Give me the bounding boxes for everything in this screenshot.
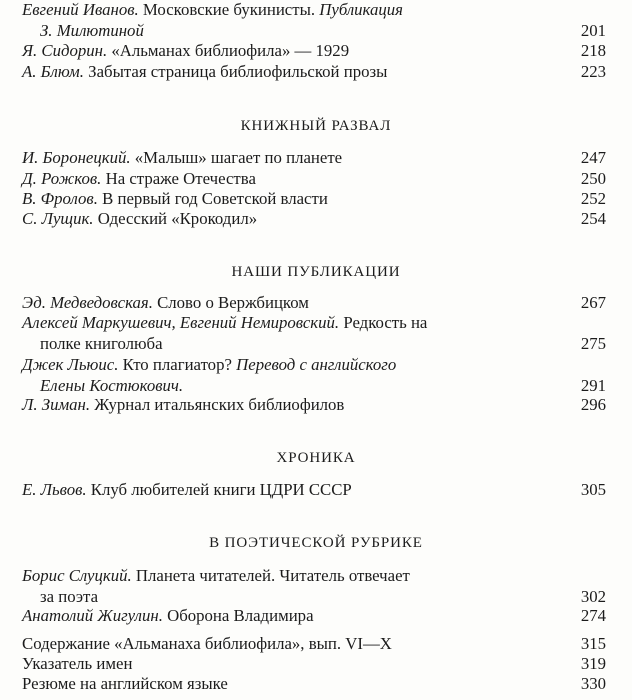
entry-author: В. Фролов. xyxy=(22,189,98,208)
entry-title: Кто плагиатор? xyxy=(122,355,232,374)
entry-page-number: 252 xyxy=(580,189,606,208)
toc-entry xyxy=(0,634,632,655)
entry-page-number: 250 xyxy=(580,169,606,188)
entry-page-number: 315 xyxy=(580,634,606,653)
entry-author: Анатолий Жигулин. xyxy=(22,606,163,625)
entry-author: Эд. Медведовская. xyxy=(22,293,153,312)
toc-entry xyxy=(0,189,632,210)
toc-entry xyxy=(0,148,632,169)
entry-title: Редкость на xyxy=(343,313,428,332)
toc-entry xyxy=(0,293,632,314)
section-heading: В ПОЭТИЧЕСКОЙ РУБРИКЕ xyxy=(209,535,423,551)
toc-entry xyxy=(0,480,632,501)
entry-title: На страже Отечества xyxy=(105,169,256,188)
entry-title: Журнал итальянских библиофилов xyxy=(94,395,345,414)
entry-page-number: 254 xyxy=(580,209,606,228)
toc-entry xyxy=(0,674,632,695)
entry-note: Публикация xyxy=(319,0,403,19)
entry-page-number: 291 xyxy=(580,375,606,395)
entry-title: Слово о Вержбицком xyxy=(157,293,309,312)
toc-entry xyxy=(0,654,632,675)
entry-author: Е. Львов. xyxy=(22,480,87,499)
entry-author: Борис Слуцкий. xyxy=(22,566,132,585)
toc-entry xyxy=(0,606,632,627)
entry-title: «Альманах библиофила» — 1929 xyxy=(111,41,350,60)
entry-page-number: 275 xyxy=(580,333,606,353)
entry-title: Указатель имен xyxy=(22,654,133,673)
entry-title: Одесский «Крокодил» xyxy=(97,209,258,228)
entry-page-number: 319 xyxy=(580,654,606,673)
entry-page-number: 218 xyxy=(580,41,606,60)
entry-author: Алексей Маркушевич, Евгений Немировский. xyxy=(22,313,340,332)
entry-page-number: 305 xyxy=(580,480,606,499)
toc-entry xyxy=(0,41,632,62)
entry-title: Планета читателей. Читатель отвечает xyxy=(135,566,410,585)
toc-entry xyxy=(0,0,632,41)
entry-page-number: 201 xyxy=(580,20,606,40)
entry-author: Л. Зиман. xyxy=(22,395,91,414)
entry-author: А. Блюм. xyxy=(22,62,84,81)
entry-page-number: 267 xyxy=(580,293,606,312)
entry-title: Резюме на английском языке xyxy=(22,674,228,693)
entry-page-number: 223 xyxy=(580,62,606,81)
entry-note-continuation: З. Милютиной xyxy=(40,20,144,40)
entry-page-number: 296 xyxy=(580,395,606,414)
toc-entry xyxy=(0,566,632,607)
entry-title: Забытая страница библиофильской прозы xyxy=(88,62,388,81)
section-heading: ХРОНИКА xyxy=(276,450,356,466)
entry-author: Евгений Иванов. xyxy=(22,0,139,19)
toc-entry xyxy=(0,209,632,230)
toc-entry xyxy=(0,62,632,83)
entry-title: «Малыш» шагает по планете xyxy=(134,148,343,167)
entry-author: Джек Льюис. xyxy=(22,355,119,374)
entry-note-continuation: Елены Костюкович. xyxy=(40,375,184,395)
toc-entry xyxy=(0,395,632,416)
entry-title: Московские букинисты. xyxy=(142,0,316,19)
entry-note: Перевод с английского xyxy=(236,355,397,374)
entry-title-continuation: полке книголюба xyxy=(40,333,163,353)
entry-title: Оборона Владимира xyxy=(167,606,314,625)
entry-page-number: 274 xyxy=(580,606,606,625)
entry-author: С. Лущик. xyxy=(22,209,94,228)
section-heading: НАШИ ПУБЛИКАЦИИ xyxy=(231,264,401,280)
entry-title: Содержание «Альманаха библиофила», вып. VI—X xyxy=(22,634,392,653)
entry-title: Клуб любителей книги ЦДРИ СССР xyxy=(90,480,352,499)
section-heading: КНИЖНЫЙ РАЗВАЛ xyxy=(240,118,392,134)
entry-author: Я. Сидорин. xyxy=(22,41,108,60)
entry-title: В первый год Советской власти xyxy=(102,189,328,208)
entry-author: Д. Рожков. xyxy=(22,169,102,188)
toc-entry xyxy=(0,313,632,354)
entry-title-continuation: за поэта xyxy=(40,586,99,606)
toc-entry xyxy=(0,169,632,190)
entry-page-number: 247 xyxy=(580,148,606,167)
toc-entry xyxy=(0,355,632,396)
entry-author: И. Боронецкий. xyxy=(22,148,131,167)
toc-entry-text xyxy=(22,0,403,21)
entry-page-number: 302 xyxy=(580,586,606,606)
entry-page-number: 330 xyxy=(580,674,606,693)
